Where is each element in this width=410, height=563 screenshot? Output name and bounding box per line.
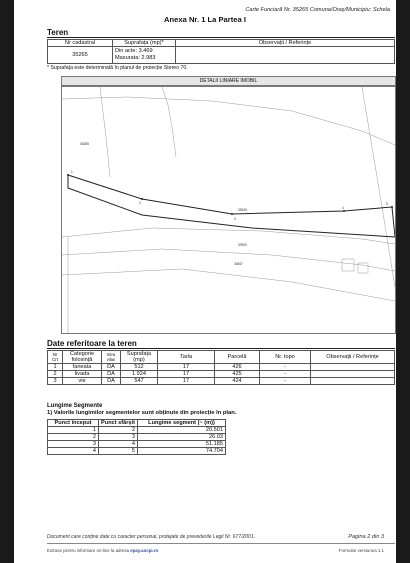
- cell-punct-inceput: 4: [48, 448, 99, 455]
- table-row: [48, 47, 395, 64]
- table-header-row: [48, 40, 395, 47]
- cell-observatii: [311, 364, 395, 371]
- cell-punct-sfarsit: 4: [99, 441, 138, 448]
- cell-nr-topo: -: [260, 371, 311, 378]
- suprafata-masurata: Masurata: 2.983: [115, 55, 156, 61]
- cell-categorie: vie: [63, 378, 102, 385]
- table-row: [48, 371, 395, 378]
- vertex-point: [67, 174, 69, 176]
- table-row: [48, 427, 226, 434]
- road-edge-line: [62, 228, 395, 244]
- vertex-point: [391, 206, 393, 208]
- cell-parcela: 424: [215, 378, 260, 385]
- cell-lungime: 51.185: [138, 441, 226, 448]
- vertex-point: [231, 213, 233, 215]
- cell-tarla: 17: [158, 371, 215, 378]
- cell-suprafata: 512: [121, 364, 158, 371]
- cell-lungime: 26.03: [138, 434, 226, 441]
- cell-intravilan: DA: [102, 364, 121, 371]
- column-header: Tarla: [158, 351, 215, 364]
- boundary-line: [62, 97, 395, 145]
- vertex-label: 5: [386, 202, 388, 206]
- section-heading-date-teren: Date referitoare la teren: [47, 339, 137, 348]
- cell-intravilan: DA: [102, 371, 121, 378]
- cadastral-map: [61, 86, 396, 334]
- vertex-label: 1: [71, 170, 73, 174]
- section-heading-teren: Teren: [47, 28, 69, 37]
- carte-funciara-header: Carte Funciară Nr. 35265 Comuna/Oraș/Municipiu: Schela: [245, 7, 390, 13]
- table-row: [48, 448, 226, 455]
- cell-nr-topo: -: [260, 364, 311, 371]
- parcel-polygon: [68, 175, 395, 237]
- heading-divider: [47, 37, 395, 38]
- column-header: Lungime segment (~ (m)): [138, 420, 226, 427]
- footer-divider: [47, 543, 395, 544]
- map-drawing: [62, 87, 395, 333]
- map-caption: DETALII LINIARE IMOBIL: [61, 76, 396, 86]
- cell-punct-inceput: 3: [48, 441, 99, 448]
- column-header: Suprafața (mp): [121, 351, 158, 364]
- column-header: Nr. topo: [260, 351, 311, 364]
- heading-divider: [47, 348, 395, 349]
- cell-punct-inceput: 1: [48, 427, 99, 434]
- section-heading-lungime-segmente: Lungime Segmente: [47, 403, 103, 409]
- road-edge-line: [62, 249, 395, 271]
- table-header-row: [48, 420, 226, 427]
- parcel-vertices: [67, 174, 393, 215]
- epay-link[interactable]: epay.ancpi.ro: [130, 548, 159, 553]
- column-header-nr-cadastral: Nr cadastral: [48, 40, 113, 47]
- vertex-point: [343, 210, 345, 212]
- cell-suprafata: 1.924: [121, 371, 158, 378]
- column-header: Parcelă: [215, 351, 260, 364]
- cell-nr: 2: [48, 371, 63, 378]
- cell-lungime: 20.501: [138, 427, 226, 434]
- vertex-label: 3: [234, 217, 236, 221]
- cell-punct-inceput: 2: [48, 434, 99, 441]
- cell-nr-topo: -: [260, 378, 311, 385]
- cell-tarla: 17: [158, 364, 215, 371]
- table-row: [48, 434, 226, 441]
- column-header: Categorie folosință: [63, 351, 102, 364]
- observatii-value: [176, 47, 395, 64]
- extract-note: [47, 548, 158, 553]
- cell-observatii: [311, 371, 395, 378]
- extract-prefix: Extrase pentru informare on-line la adresa: [47, 548, 130, 553]
- cell-parcela: 426: [215, 364, 260, 371]
- column-header: Intra vilan: [102, 351, 121, 364]
- road-label: 30857: [234, 262, 243, 266]
- road-label: 30990: [238, 243, 247, 247]
- table-row: [48, 378, 395, 385]
- cell-punct-sfarsit: 2: [99, 427, 138, 434]
- page-number: Pagina 2 din 3: [348, 534, 384, 540]
- road-edge-line: [62, 269, 395, 301]
- table-row: [48, 364, 395, 371]
- vertex-label: 4: [342, 206, 344, 210]
- cell-nr: 3: [48, 378, 63, 385]
- nr-cadastral-value: 35265: [48, 47, 113, 64]
- stereo70-note: * Suprafața este determinată în planul de proiecție Stereo 70.: [47, 65, 188, 71]
- boundary-line: [162, 87, 176, 157]
- teren-table: [47, 39, 395, 64]
- column-header: Observații / Referințe: [311, 351, 395, 364]
- segmente-table: [47, 419, 226, 455]
- column-header-observatii: Observații / Referințe: [176, 40, 395, 47]
- legal-notice: Document care conține date cu caracter personal, protejate de prevederile Legii Nr. 677/2001.: [47, 534, 255, 540]
- column-header: Punct început: [48, 420, 99, 427]
- cell-parcela: 425: [215, 371, 260, 378]
- vertex-point: [141, 198, 143, 200]
- cell-observatii: [311, 378, 395, 385]
- column-header: Nr Crt: [48, 351, 63, 364]
- cell-punct-sfarsit: 3: [99, 434, 138, 441]
- table-row: [48, 441, 226, 448]
- vertex-label: 2: [139, 201, 141, 205]
- boundary-line: [362, 87, 395, 287]
- neighbor-parcel-label: 36385: [80, 142, 89, 146]
- parcel-id-label: 35265: [238, 208, 247, 212]
- page-title: Anexa Nr. 1 La Partea I: [164, 15, 246, 24]
- form-version: Formular versiunea 1.1: [338, 548, 384, 553]
- date-teren-table: [47, 350, 395, 385]
- cell-suprafata: 547: [121, 378, 158, 385]
- cell-punct-sfarsit: 5: [99, 448, 138, 455]
- cell-tarla: 17: [158, 378, 215, 385]
- building-outline: [342, 259, 354, 271]
- suprafata-din-acte: Din acte: 3.469: [115, 48, 153, 54]
- boundary-line: [100, 87, 110, 177]
- cell-categorie: livada: [63, 371, 102, 378]
- suprafata-values: [113, 47, 176, 64]
- cell-lungime: 74.704: [138, 448, 226, 455]
- column-header-suprafata: Suprafața (mp)*: [113, 40, 176, 47]
- document-page: [14, 0, 396, 563]
- cell-categorie: faneata: [63, 364, 102, 371]
- cell-nr: 1: [48, 364, 63, 371]
- table-header-row: [48, 351, 395, 364]
- segmente-subheading: 1) Valorile lungimilor segmentelor sunt obținute din proiecție în plan.: [47, 410, 237, 416]
- column-header: Punct sfârșit: [99, 420, 138, 427]
- cell-intravilan: DA: [102, 378, 121, 385]
